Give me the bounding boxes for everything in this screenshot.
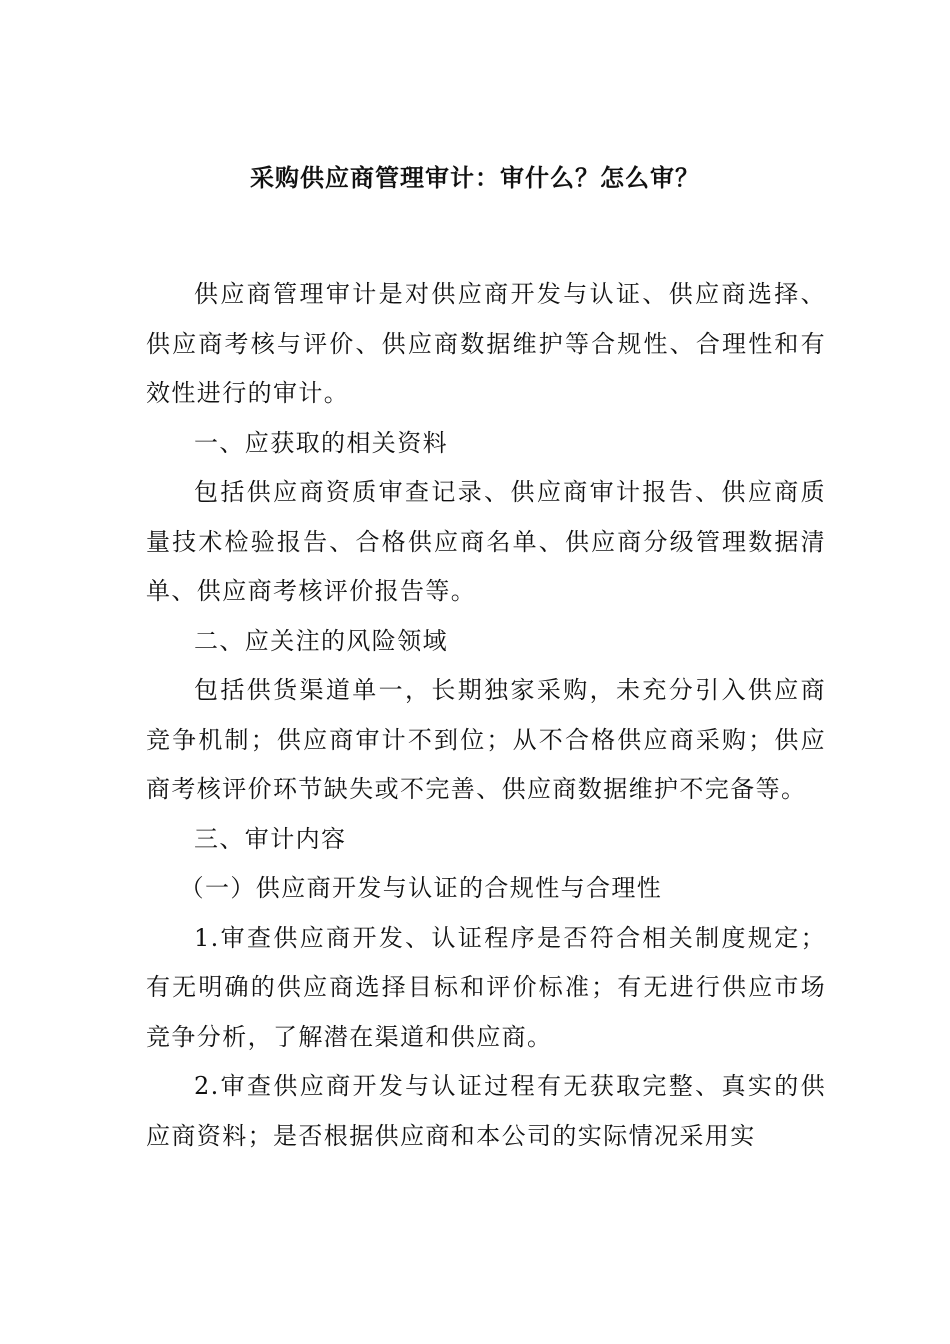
subsection-heading-development: （一）供应商开发与认证的合规性与合理性 [179,874,663,902]
document-title: 采购供应商管理审计：审什么？怎么审？ [250,163,700,192]
materials-paragraph: 包括供应商资质审查记录、供应商审计报告、供应商质量技术检验报告、合格供应商名单、供应商分级管理数据清单、供应商考核评价报告等。 [146,478,826,605]
document-body [146,270,826,1161]
section-heading-materials: 一、应获取的相关资料 [194,428,448,457]
section-heading-risks: 二、应关注的风险领域 [194,626,448,655]
section-heading-content: 三、审计内容 [194,824,347,853]
risks-paragraph: 包括供货渠道单一，长期独家采购，未充分引入供应商竞争机制；供应商审计不到位；从不合格供应商采购；供应商考核评价环节缺失或不完善、供应商数据维护不完备等。 [146,676,826,803]
intro-paragraph: 供应商管理审计是对供应商开发与认证、供应商选择、供应商考核与评价、供应商数据维护等合规性、合理性和有效性进行的审计。 [146,280,826,407]
content-item-1: 1.审查供应商开发、认证程序是否符合相关制度规定；有无明确的供应商选择目标和评价标准；有无进行供应市场竞争分析，了解潜在渠道和供应商。 [146,923,826,1051]
content-item-2: 2.审查供应商开发与认证过程有无获取完整、真实的供应商资料；是否根据供应商和本公司的实际情况采用实 [146,1072,826,1150]
